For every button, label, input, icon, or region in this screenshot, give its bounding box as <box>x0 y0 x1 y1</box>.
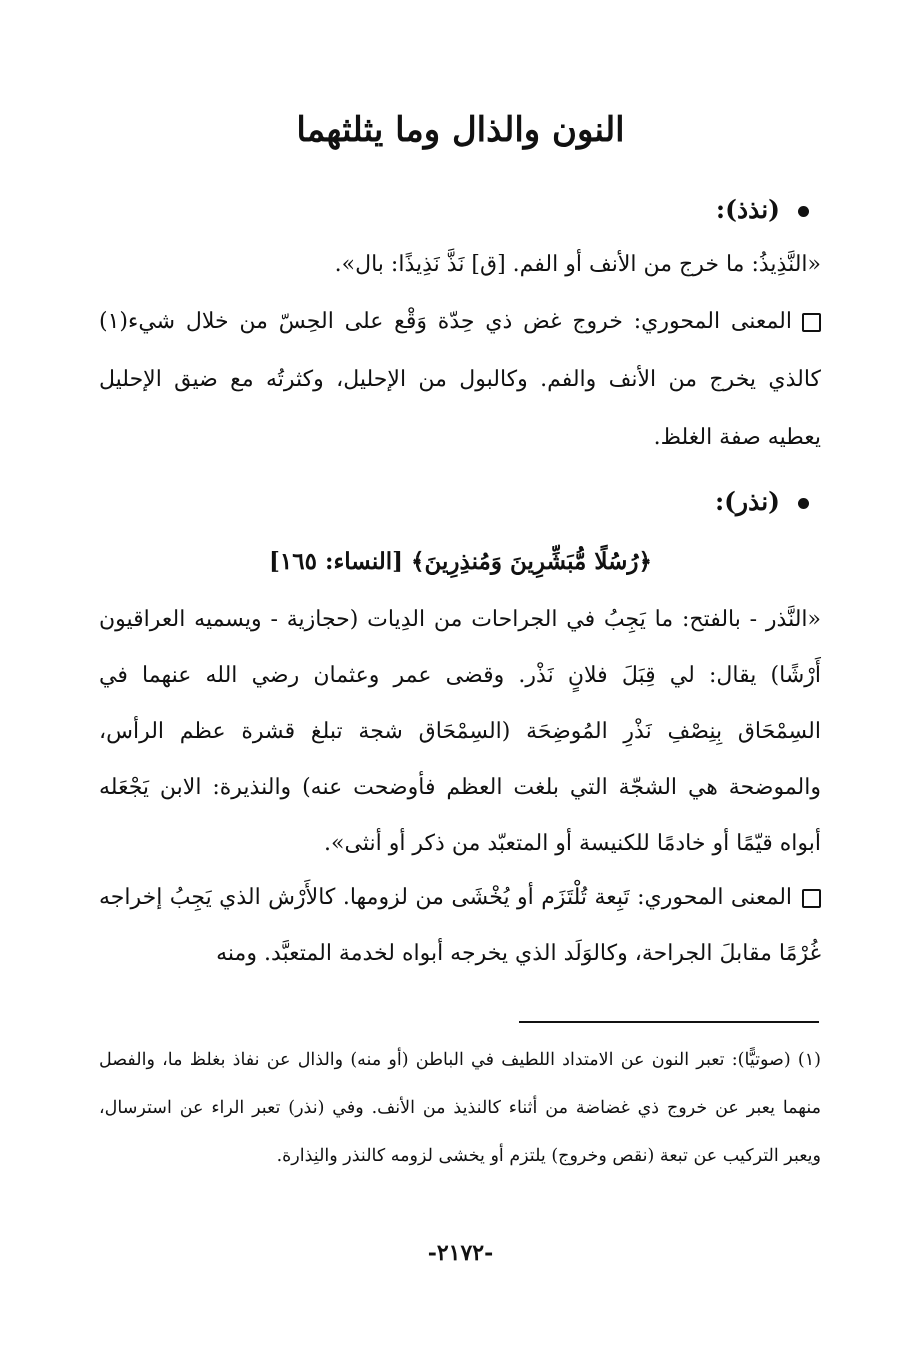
entry-root-heading <box>715 482 809 522</box>
footnote: (١) (صوتيًّا): تعبر النون عن الامتداد اللطيف في الباطن (أو منه) والذال عن نفاذ بغلظ ما، والفصل منهما يعبر عن خروج ذي غضاضة من أثناء كالنذيذ من الأنف. وفي (نذر) تعبر الراء عن استرسال، ويعبر التركيب عن تبعة (نقص وخروج) يلتزم أو يخشى لزومه كالنذر والنِذارة. <box>99 1050 821 1166</box>
meaning-label: المعنى المحوري: <box>637 885 793 910</box>
entry-definition: «النَّذر - بالفتح: ما يَجِبُ في الجراحات من الدِيات (حجازية - ويسميه العراقيون أَرْشًا) يقال: لي قِبَلَ فلانٍ نَذْر. وقضى عمر وعثمان رضي الله عنهما في السِمْحَاق بِنِصْفِ نَذْرِ المُوضِحَة (السِمْحَاق شجة تبلغ قشرة عظم الرأس، والموضحة هي الشجّة التي بلغت العظم فأوضحت عنه) والنذيرة: الابن يَجْعَله أبواه قيّمًا أو خادمًا للكنيسة أو المتعبّد من ذكر أو أنثى». <box>99 607 821 856</box>
entry-meaning <box>99 870 821 982</box>
bullet-icon <box>798 498 809 509</box>
quran-verse: ﴿رُسُلًا مُّبَشِّرِينَ وَمُنذِرِينَ﴾ [النساء: ١٦٥] <box>269 548 652 575</box>
entry-definition: «النَّذِيذُ: ما خرج من الأنف أو الفم. [ق] نَذَّ نَذِيذًا: بال». <box>334 252 821 277</box>
bullet-icon <box>798 206 809 217</box>
footnote-divider <box>519 1021 819 1023</box>
entry-root-label: (نذر): <box>714 487 780 516</box>
entry-root-label: (نذذ): <box>715 195 780 224</box>
page-number: -٢١٧٢- <box>427 1240 494 1266</box>
square-bullet-icon <box>802 313 821 332</box>
meaning-label: المعنى المحوري: <box>633 309 792 334</box>
entry-meaning <box>99 293 821 467</box>
square-bullet-icon <box>802 889 821 908</box>
entry-root-heading <box>716 190 809 230</box>
page-title: النون والذال وما يثلثهما <box>296 110 625 150</box>
meaning-text: تَبِعة تُلْتَزَم أو يُخْشَى من لزومها. كالأَرْش الذي يَجِبُ إخراجه غُرْمًا مقابلَ الجراحة، وكالوَلَد الذي يخرجه أبواه لخدمة المتعبَّد. ومنه <box>99 885 821 966</box>
meaning-text: خروج غض ذي حِدّة وَقْع على الحِسّ من خلال شيء(١) كالذي يخرج من الأنف والفم. وكالبول من الإحليل، وكثرتُه مع ضيق الإحليل يعطيه صفة الغلظ. <box>99 309 821 450</box>
